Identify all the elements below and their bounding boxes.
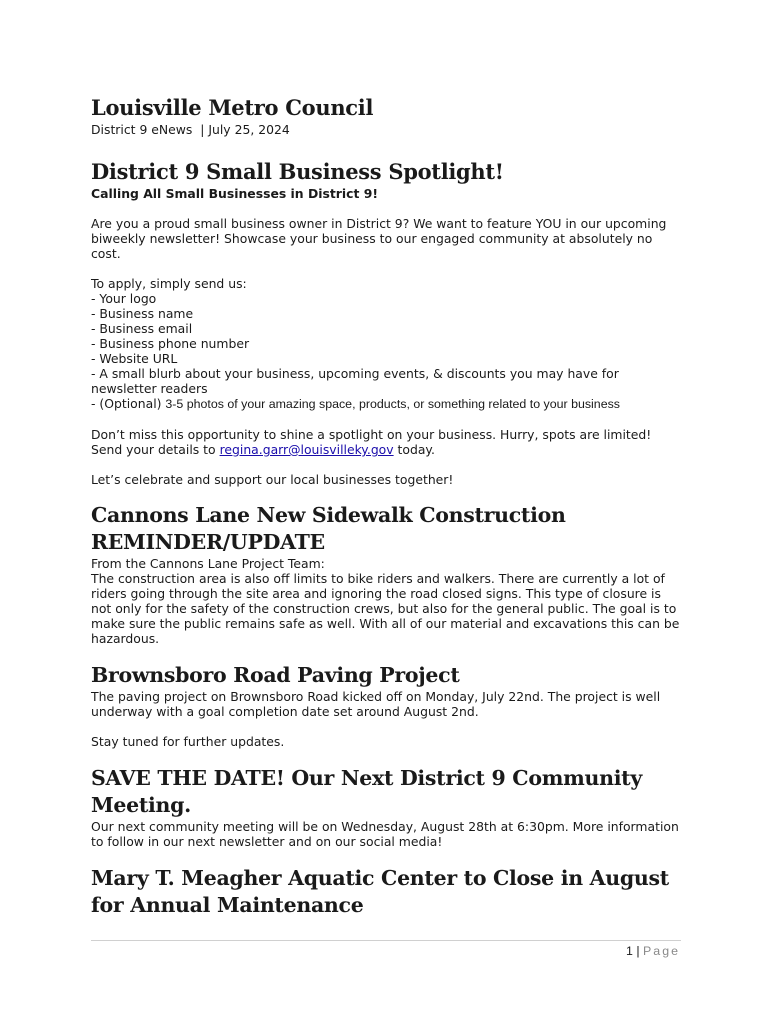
newsletter-subtitle: District 9 eNews | July 25, 2024 bbox=[91, 122, 290, 137]
meeting-body: Our next community meeting will be on Wednesday, August 28th at 6:30pm. More information to follow in our next newsletter and on our social media! bbox=[91, 819, 679, 849]
document-page bbox=[91, 94, 681, 919]
cannons-from: From the Cannons Lane Project Team: bbox=[91, 556, 325, 571]
newsletter-title: Louisville Metro Council bbox=[91, 95, 374, 120]
optional-text: 3-5 photos of your amazing space, products, or something related to your business bbox=[165, 397, 620, 411]
list-item: - Business email bbox=[91, 321, 193, 336]
paving-body: The paving project on Brownsboro Road kicked off on Monday, July 22nd. The project is well underway with a goal completion date set around August 2nd. bbox=[91, 689, 661, 719]
optional-prefix: - (Optional) bbox=[91, 396, 166, 411]
page-number: 1 bbox=[626, 944, 633, 958]
list-item: - Business phone number bbox=[91, 336, 250, 351]
list-item: - Website URL bbox=[91, 351, 178, 366]
paving-followup: Stay tuned for further updates. bbox=[91, 734, 285, 749]
spotlight-closing: Let’s celebrate and support our local businesses together! bbox=[91, 472, 454, 487]
meeting-heading: SAVE THE DATE! Our Next District 9 Community Meeting. bbox=[91, 766, 642, 817]
spotlight-cta bbox=[91, 427, 681, 457]
apply-list bbox=[91, 291, 681, 412]
spotlight-heading: District 9 Small Business Spotlight! bbox=[91, 159, 504, 184]
spotlight-subheading: Calling All Small Businesses in District 9! bbox=[91, 186, 378, 201]
list-item-optional bbox=[91, 396, 681, 412]
page-footer bbox=[626, 944, 680, 958]
footer-divider bbox=[91, 940, 681, 941]
aquatic-heading: Mary T. Meagher Aquatic Center to Close in August for Annual Maintenance bbox=[91, 866, 669, 917]
cannons-heading: Cannons Lane New Sidewalk Construction REMINDER/UPDATE bbox=[91, 503, 566, 554]
cta-text: Don’t miss this opportunity to shine a spotlight on your business. Hurry, spots are limited! Send your details to bbox=[91, 427, 652, 457]
footer-separator: | bbox=[632, 944, 644, 958]
apply-label: To apply, simply send us: bbox=[91, 276, 247, 291]
list-item: - Your logo bbox=[91, 291, 157, 306]
page-label: Page bbox=[643, 944, 680, 958]
list-item: - Business name bbox=[91, 306, 194, 321]
cta-suffix: today. bbox=[393, 442, 435, 457]
email-link[interactable]: regina.garr@louisvilleky.gov bbox=[219, 442, 394, 457]
list-item: - A small blurb about your business, upcoming events, & discounts you may have for newsletter readers bbox=[91, 366, 619, 396]
spotlight-intro: Are you a proud small business owner in District 9? We want to feature YOU in our upcoming biweekly newsletter! Showcase your business to our engaged community at absolutely no cost. bbox=[91, 216, 667, 261]
paving-heading: Brownsboro Road Paving Project bbox=[91, 663, 460, 687]
cannons-body: The construction area is also off limits to bike riders and walkers. There are currently a lot of riders going through the site area and ignoring the road closed signs. This type of closure is not only for the safety of the construction crews, but also for the general public. The goal is to make sure the public remains safe as well. With all of our material and excavations this can be hazardous. bbox=[91, 571, 680, 646]
